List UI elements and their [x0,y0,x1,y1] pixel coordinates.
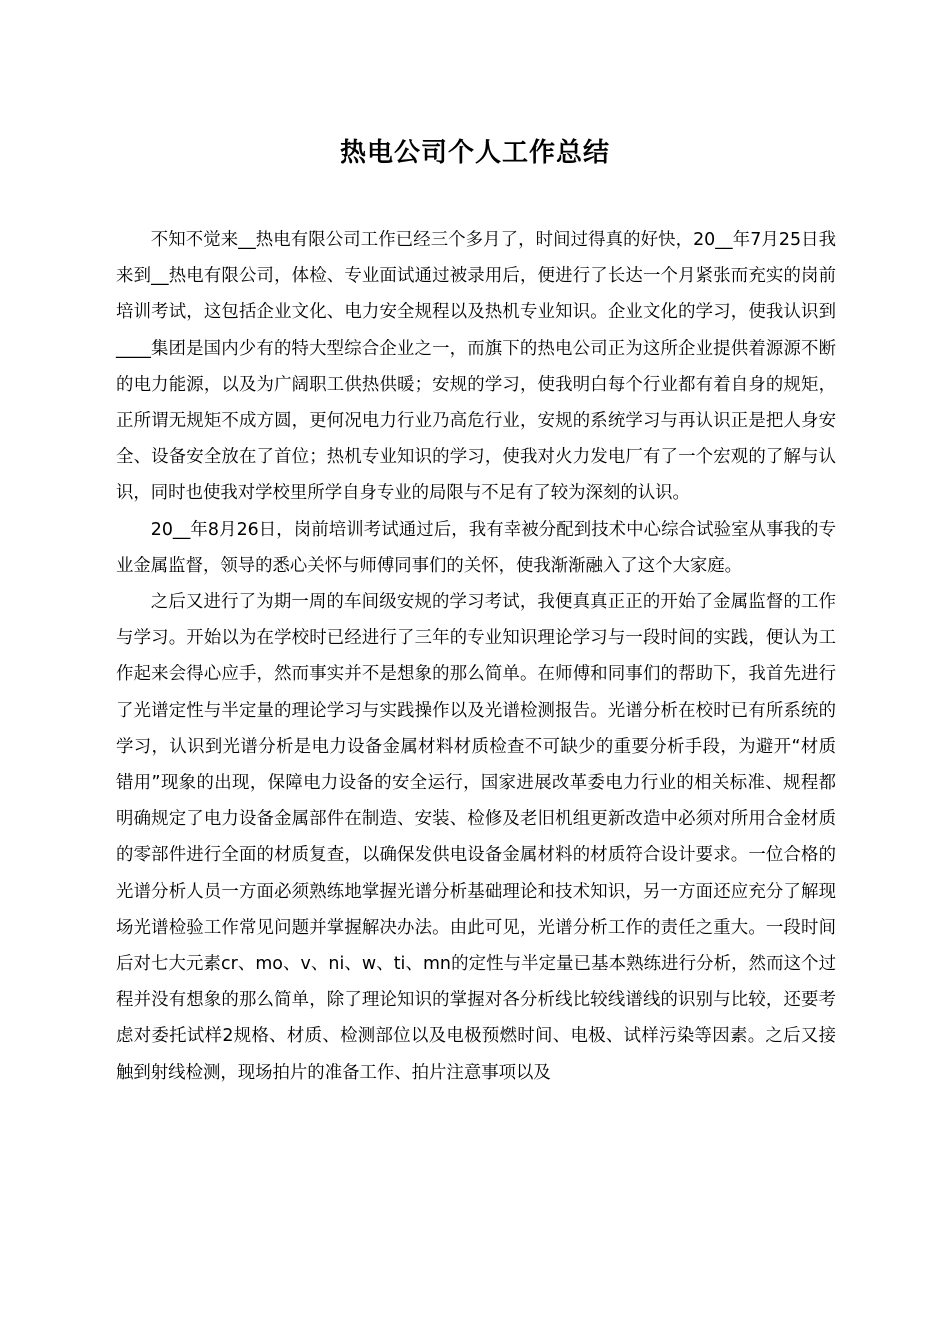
document-body [116,222,836,1091]
document-title: 热电公司个人工作总结 [339,138,610,168]
paragraph-3: 之后又进行了为期一周的车间级安规的学习考试，我便真真正正的开始了金属监督的工作与学习。开始以为在学校时已经进行了三年的专业知识理论学习与一段时间的实践，便认为工作起来会得心应手，然而事实并不是想象的那么简单。在师傅和同事们的帮助下，我首先进行了光谱定性与半定量的理论学习与实践操作以及光谱检测报告。光谱分析在校时已有所系统的学习，认识到光谱分析是电力设备金属材料材质检查不可缺少的重要分析手段，为避开“材质错用”现象的出现，保障电力设备的安全运行，国家进展改革委电力行业的相关标准、规程都明确规定了电力设备金属部件在制造、安装、检修及老旧机组更新改造中必须对所用合金材质的零部件进行全面的材质复查，以确保发供电设备金属材料的材质符合设计要求。一位合格的光谱分析人员一方面必须熟练地掌握光谱分析基础理论和技术知识，另一方面还应充分了解现场光谱检验工作常见问题并掌握解决办法。由此可见，光谱分析工作的责任之重大。一段时间后对七大元素cr、mo、v、ni、w、ti、mn的定性与半定量已基本熟练进行分析，然而这个过程并没有想象的那么简单，除了理论知识的掌握对各分析线比较线谱线的识别与比较，还要考虑对委托试样2规格、材质、检测部位以及电极预燃时间、电极、试样污染等因素。之后又接触到射线检测，现场拍片的准备工作、拍片注意事项以及 [116,592,836,1083]
paragraph-2: 20__年8月26日，岗前培训考试通过后，我有幸被分配到技术中心综合试验室从事我的专业金属监督，领导的悉心关怀与师傅同事们的关怀，使我渐渐融入了这个大家庭。 [116,519,836,576]
paragraph-1: 不知不觉来__热电有限公司工作已经三个多月了，时间过得真的好快，20__年7月25日我来到__热电有限公司，体检、专业面试通过被录用后，便进行了长达一个月紧张而充实的岗前培训考试，这包括企业文化、电力安全规程以及热机专业知识。企业文化的学习，使我认识到____集团是国内少有的特大型综合企业之一，而旗下的热电公司正为这所企业提供着源源不断的电力能源，以及为广阔职工供热供暖；安规的学习，使我明白每个行业都有着自身的规矩，正所谓无规矩不成方圆，更何况电力行业乃高危行业，安规的系统学习与再认识正是把人身安全、设备安全放在了首位；热机专业知识的学习，使我对火力发电厂有了一个宏观的了解与认识，同时也使我对学校里所学自身专业的局限与不足有了较为深刻的认识。 [116,230,836,504]
